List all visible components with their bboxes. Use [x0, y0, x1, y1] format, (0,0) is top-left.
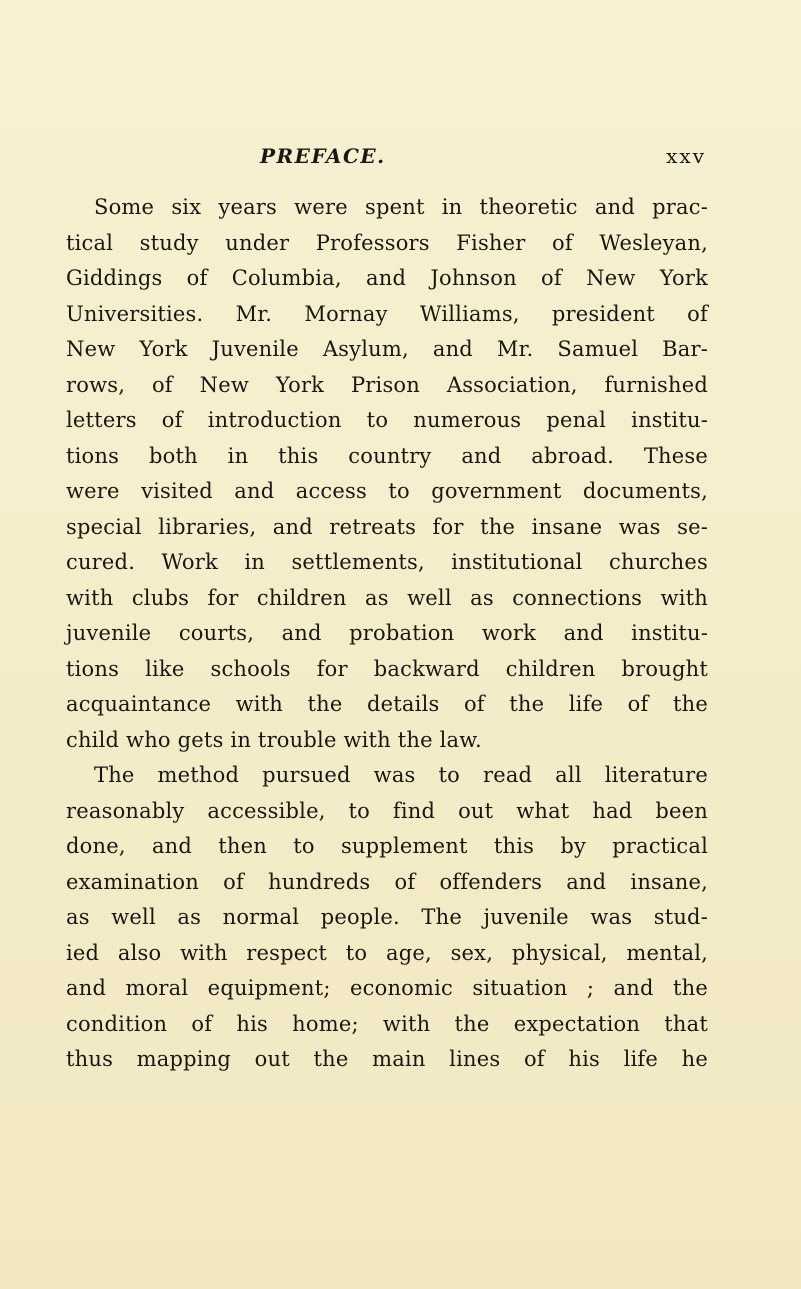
text-line: as well as normal people. The juvenile was stud- [66, 905, 708, 929]
page-title: PREFACE. [260, 144, 386, 168]
text-line: Giddings of Columbia, and Johnson of New York [66, 266, 708, 290]
text-line: examination of hundreds of offenders and insane, [66, 869, 708, 894]
text-line: The method pursued was to read all literature [94, 763, 708, 787]
body-text [66, 190, 708, 1078]
text-line: rows, of New York Prison Association, furnished [66, 372, 708, 397]
text-line: thus mapping out the main lines of his life he [66, 1047, 708, 1071]
text-line: were visited and access to government documents, [66, 479, 708, 503]
text-line: letters of introduction to numerous penal institu- [66, 408, 708, 432]
text-line: Some six years were spent in theoretic and prac- [94, 195, 708, 219]
text-line: with clubs for children as well as connections with [66, 585, 708, 610]
text-line: special libraries, and retreats for the insane was se- [66, 514, 708, 539]
text-line: cured. Work in settlements, institutional churches [66, 550, 708, 574]
text-line: tical study under Professors Fisher of Wesleyan, [66, 230, 708, 255]
text-line: ied also with respect to age, sex, physical, mental, [66, 940, 708, 965]
text-line: juvenile courts, and probation work and institu- [66, 621, 708, 645]
text-line: reasonably accessible, to find out what had been [66, 798, 708, 823]
text-line: Universities. Mr. Mornay Williams, president of [66, 301, 708, 326]
text-line: child who gets in trouble with the law. [66, 727, 482, 752]
text-line: tions like schools for backward children brought [66, 656, 708, 681]
page-number: xxv [666, 144, 706, 168]
text-line: condition of his home; with the expectation that [66, 1011, 708, 1036]
text-line: and moral equipment; economic situation ; and the [66, 976, 708, 1000]
text-line: tions both in this country and abroad. These [66, 443, 708, 468]
running-head [66, 144, 706, 174]
text-line: acquaintance with the details of the life of the [66, 692, 708, 716]
text-line: New York Juvenile Asylum, and Mr. Samuel Bar- [66, 337, 708, 361]
text-line: done, and then to supplement this by practical [66, 834, 708, 858]
